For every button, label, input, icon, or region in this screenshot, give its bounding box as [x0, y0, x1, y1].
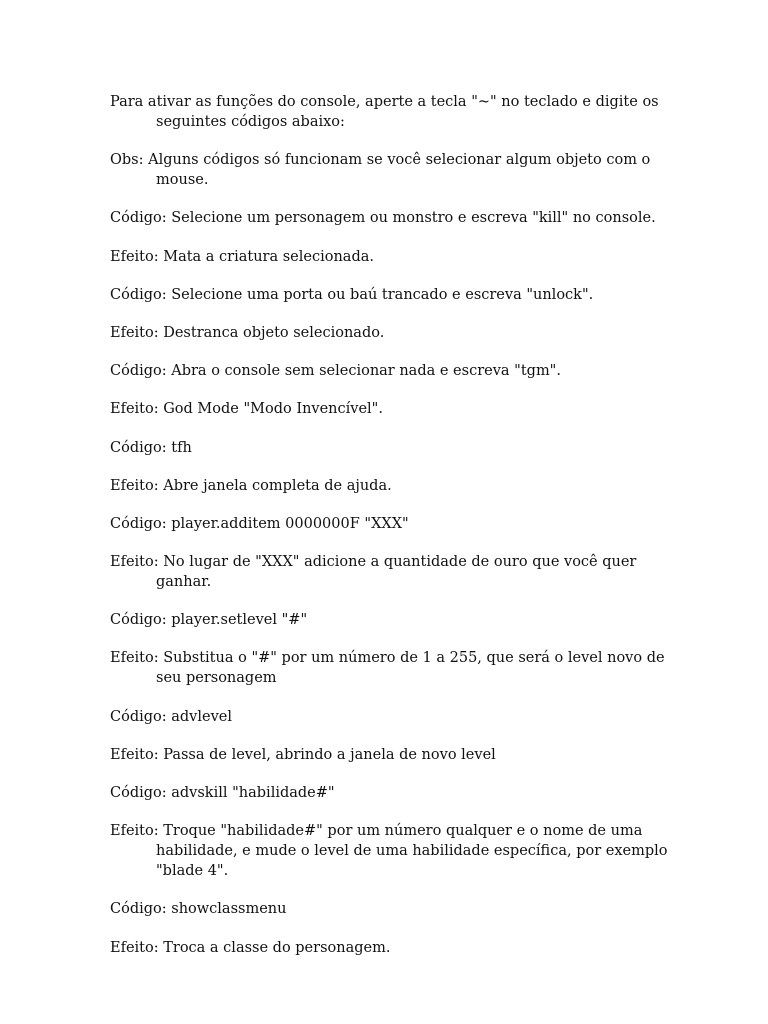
paragraph-code-showclassmenu: Código: showclassmenu	[110, 901, 287, 918]
paragraph-note: Obs: Alguns códigos só funcionam se você selecionar algum objeto com o mouse.	[110, 152, 651, 189]
paragraph-code-tgm: Código: Abra o console sem selecionar nada e escreva "tgm".	[110, 363, 561, 380]
paragraph-code-kill: Código: Selecione um personagem ou monstro e escreva "kill" no console.	[110, 210, 656, 227]
paragraph-intro: Para ativar as funções do console, aperte a tecla "~" no teclado e digite os seguintes códigos abaixo:	[110, 94, 659, 130]
paragraph-effect-kill: Efeito: Mata a criatura selecionada.	[110, 248, 374, 265]
paragraph-code-advskill: Código: advskill "habilidade#"	[110, 785, 335, 801]
paragraph-effect-tgm: Efeito: God Mode "Modo Invencível".	[110, 401, 383, 418]
paragraph-code-additem: Código: player.additem 0000000F "XXX"	[110, 515, 409, 532]
paragraph-effect-additem: Efeito: No lugar de "XXX" adicione a quantidade de ouro que você quer ganhar.	[110, 554, 637, 591]
paragraph-effect-advlevel: Efeito: Passa de level, abrindo a janela de novo level	[110, 746, 496, 763]
paragraph-effect-advskill: Efeito: Troque "habilidade#" por um número qualquer e o nome de uma habilidade, e mude o level de uma habilidade específica, por exemplo "blade 4".	[110, 823, 668, 880]
paragraph-effect-showclassmenu: Efeito: Troca a classe do personagem.	[110, 939, 391, 956]
paragraph-code-advlevel: Código: advlevel	[110, 708, 232, 725]
paragraph-effect-unlock: Efeito: Destranca objeto selecionado.	[110, 324, 385, 341]
paragraph-effect-setlevel: Efeito: Substitua o "#" por um número de 1 a 255, que será o level novo de seu personagem	[110, 650, 665, 687]
paragraph-code-setlevel: Código: player.setlevel "#"	[110, 612, 308, 629]
paragraph-effect-tfh: Efeito: Abre janela completa de ajuda.	[110, 477, 392, 494]
document-page	[110, 92, 670, 976]
paragraph-code-unlock: Código: Selecione uma porta ou baú trancado e escreva "unlock".	[110, 286, 594, 303]
paragraph-code-tfh: Código: tfh	[110, 439, 192, 456]
